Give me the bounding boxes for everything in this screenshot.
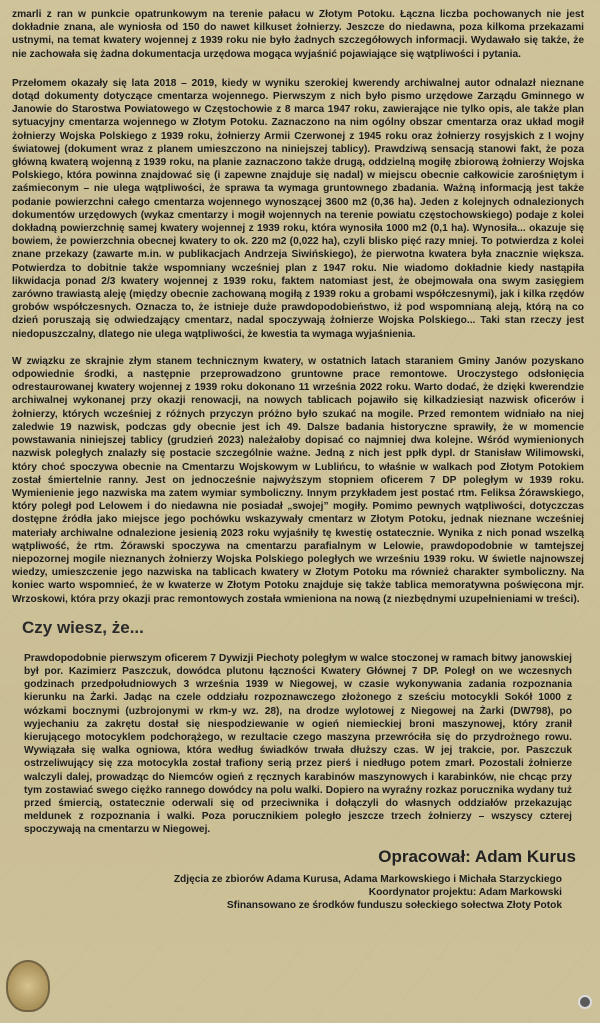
did-you-know-text: Prawdopodobnie pierwszym oficerem 7 Dywizji Piechoty poległym w walce stoczonej w ramach bitwy janowskiej był por. Kazimierz Paszczuk, dowódca plutonu łączności Kwatery Głównej 7 DP. Poległ on we wczesnych godzinach przedpołudniowych 3 września 1939 w Niegowej, w czasie wykonywania zadania rozpoznania kierunku na Żarki. Jadąc na czele oddziału rozpoznawczego złożonego z sześciu motocykli Sokół 1000 z wózkami bocznymi (uzbrojonymi w rkm-y wz. 28), na drodze wylotowej z Niegowej na Żarki (DW798), po wyjechaniu za zakrętu dostał się niespodziewanie w ogień niemieckiej broni maszynowej, który zranił kierującego motocyklem podchorążego, w rezultacie czego maszyna przewróciła się do przydrożnego rowu. Wywiązała się walka ogniowa, która według świadków trwała dłuższy czas. W jej trakcie, por. Paszczuk ostrzeliwujący się zza motocykla został trafiony serią przez pierś i niedługo potem zmarł. Pozostali żołnierze walczyli dalej, prowadząc do Niemców ogień z ręcznych karabinów maszynowych i karabinków, nie chcąc przy tym zostawiać swego ciężko rannego dowódcy na polu walki. Dopiero na wyraźny rozkaz porucznika wydany tuż przed śmiercią, ostatecznie oderwali się od przeciwnika i dołączyli do własnych oddziałów przekazując meldunek z rozpoznania i walki. Poza porucznikiem poległo jeszcze trzech żołnierzy – wszyscy czterej spoczywają na cmentarzu w Niegowej. bbox=[24, 652, 572, 836]
memorial-plaque-text bbox=[12, 8, 584, 912]
paragraph-intro: zmarli z ran w punkcie opatrunkowym na terenie pałacu w Złotym Potoku. Łączna liczba pochowanych nie jest dokładnie znana, ale wyniosła od 150 do nawet kilkuset żołnierzy. Jeszcze do niedawna, poza kilkoma przekazami ustnymi, na temat kwatery wojennej z 1939 roku nie było żadnych szczegółowych informacji. Wydawało się także, że nie zachowała się żadna dokumentacja urzędowa mogąca wyjaśnić pojawiające się wątpliwości i pytania. bbox=[12, 9, 584, 60]
paragraph-breakthrough: Przełomem okazały się lata 2018 – 2019, kiedy w wyniku szerokiej kwerendy archiwalnej autor odnalazł nieznane dotąd dokumenty dotyczące cmentarza wojennego. Pierwszym z nich było pismo urzędowe Zarządu Gminnego w Janowie do Starostwa Powiatowego w Częstochowie z 8 marca 1947 roku, zawierające nie tylko opis, ale także plan sytuacyjny cmentarza wojennego w Złotym Potoku. Zaznaczono na nim ogólny obszar cmentarza oraz układ mogił żołnierzy Wojska Polskiego z 1939 roku, żołnierzy Armii Czerwonej z 1945 roku oraz żołnierzy rosyjskich z I wojny światowej (dokument wraz z planem umieszczono na niniejszej tablicy). Prawdziwą sensacją stanowi fakt, że poza główną kwaterą wojenną z 1939 roku, na planie zaznaczono także drugą, oddzielną mogiłę zbiorową żołnierzy Wojska Polskiego, która powinna znajdować się (i zapewne znajduje się nadal) w miejscu obecnie całkowicie zarośniętym i zaśmieconym – nie ulega wątpliwości, że sprawa ta wymaga gruntownego zbadania. Ważną informacją jest także podanie powierzchni całego cmentarza wojennego wynoszącej 3600 m2 (0,36 ha). Jeden z kolejnych odnalezionych dokumentów urzędowych (wykaz cmentarzy i mogił wojennych na terenie powiatu częstochowskiego) podaje z kolei dokładną powierzchnię samej kwatery wojennej z 1939 roku, która wynosiła 1000 m2 (0,1 ha). Wynosiła... okazuje się bowiem, że powierzchnia obecnej kwatery to ok. 220 m2 (0,022 ha), czyli blisko pięć razy mniej. To potwierdza z kolei znane przekazy (zawarte m.in. w publikacjach Andrzeja Siwińskiego), że pierwotna kwatera była znacznie większa. Potwierdza to dobitnie także wspomniany wcześniej plan z 1947 roku. Nie wiadomo dokładnie kiedy nastąpiła likwidacja ponad 2/3 kwatery wojennej z 1939 roku, faktem natomiast jest, że obejmowała ona swym zasięgiem zarówno trawiastą aleję (między obecnie zachowaną mogiłą z 1939 roku a grobami współczesnymi), jak i kilka rzędów grobów współczesnych. Oznacza to, że istnieje duże prawdopodobieństwo, iż pod wspomnianą aleją, którą na co dzień poruszają się odwiedzający cmentarz, nadal spoczywają żołnierze Wojska Polskiego... Taki stan rzeczy jest niedopuszczalny, dlatego nie ulega wątpliwości, że kwestia ta wymaga wyjaśnienia. bbox=[12, 77, 584, 340]
coordinator-credit: Koordynator projektu: Adam Markowski bbox=[368, 886, 562, 898]
paragraph-renovation: W związku ze skrajnie złym stanem technicznym kwatery, w ostatnich latach staraniem Gminy Janów pozyskano odpowiednie środki, a następnie przeprowadzono gruntowne prace remontowe. Uroczystego odsłonięcia odrestaurowanej kwatery wojennej z 1939 roku dokonano 11 września 2022 roku. Warto dodać, że dzięki kwerendzie archiwalnej wykonanej przy okazji renowacji, na nowych tablicach pojawiło się kilkadziesiąt nazwisk oficerów i żołnierzy, których wcześniej z różnych przyczyn próżno było szukać na mogile. Przed remontem widniało na niej zaledwie 19 nazwisk, podczas gdy obecnie jest ich 49. Dalsze badania historyczne sprawiły, że w momencie powstawania niniejszej tablicy (grudzień 2023) należałoby dopisać co najmniej dwa kolejne. Wśród wymienionych nazwisk poległych znalazły się postacie szczególnie ważne. Jedną z nich jest ppłk dypl. dr Stanisław Wilimowski, który choć spoczywa obecnie na Cmentarzu Wojskowym w Lublińcu, to właśnie w walkach pod Złotym Potokiem został śmiertelnie ranny. Jest on jednocześnie najwyższym stopniem oficerem 7 DP poległym w 1939 roku. Wymienienie jego nazwiska ma zatem wymiar symboliczny. Innym przykładem jest postać rtm. Feliksa Żórawskiego, który poległ pod Lelowem i do niedawna nie posiadał „swojej” mogiły. Pomimo pewnych wątpliwości, dotyczczas dostępne źródła jako miejsce jego pochówku wskazywały cmentarz w Złotym Potoku, jednak nieznane wcześniej materiały archiwalne odnalezione jesienią 2023 roku wyjaśniły tę kwestię ostatecznie. Wynika z nich ponad wszelką wątpliwość, że rtm. Żórawski spoczywa na cmentarzu parafialnym w Lelowie, prawdopodobnie w tamtejszej niepozornej mogile nieznanych żołnierzy Wojska Polskiego poległych we wrześniu 1939 roku. W świetle najnowszej wiedzy, umieszczenie jego nazwiska na tablicach kwatery w Złotym Potoku ma również charakter symboliczny. Na koniec warto wspomnieć, że w kwaterze w Złotym Potoku znajduje się także tablica memoratywna poświęcona mjr. Wrzoskowi, która przy okazji prac remontowych została wmieniona na nową (z niezbędnymi uzupełnieniami w treści). bbox=[12, 355, 584, 605]
photo-credit: Zdjęcia ze zbiorów Adama Kurusa, Adama Markowskiego i Michała Starzyckiego bbox=[173, 873, 562, 885]
did-you-know-heading: Czy wiesz, że... bbox=[22, 617, 144, 637]
funding-credit: Sfinansowano ze środków funduszu sołeckiego sołectwa Złoty Potok bbox=[226, 899, 562, 911]
emblem-icon bbox=[6, 960, 50, 1012]
screw-icon bbox=[578, 995, 592, 1009]
author-credit: Opracował: Adam Kurus bbox=[378, 846, 576, 866]
